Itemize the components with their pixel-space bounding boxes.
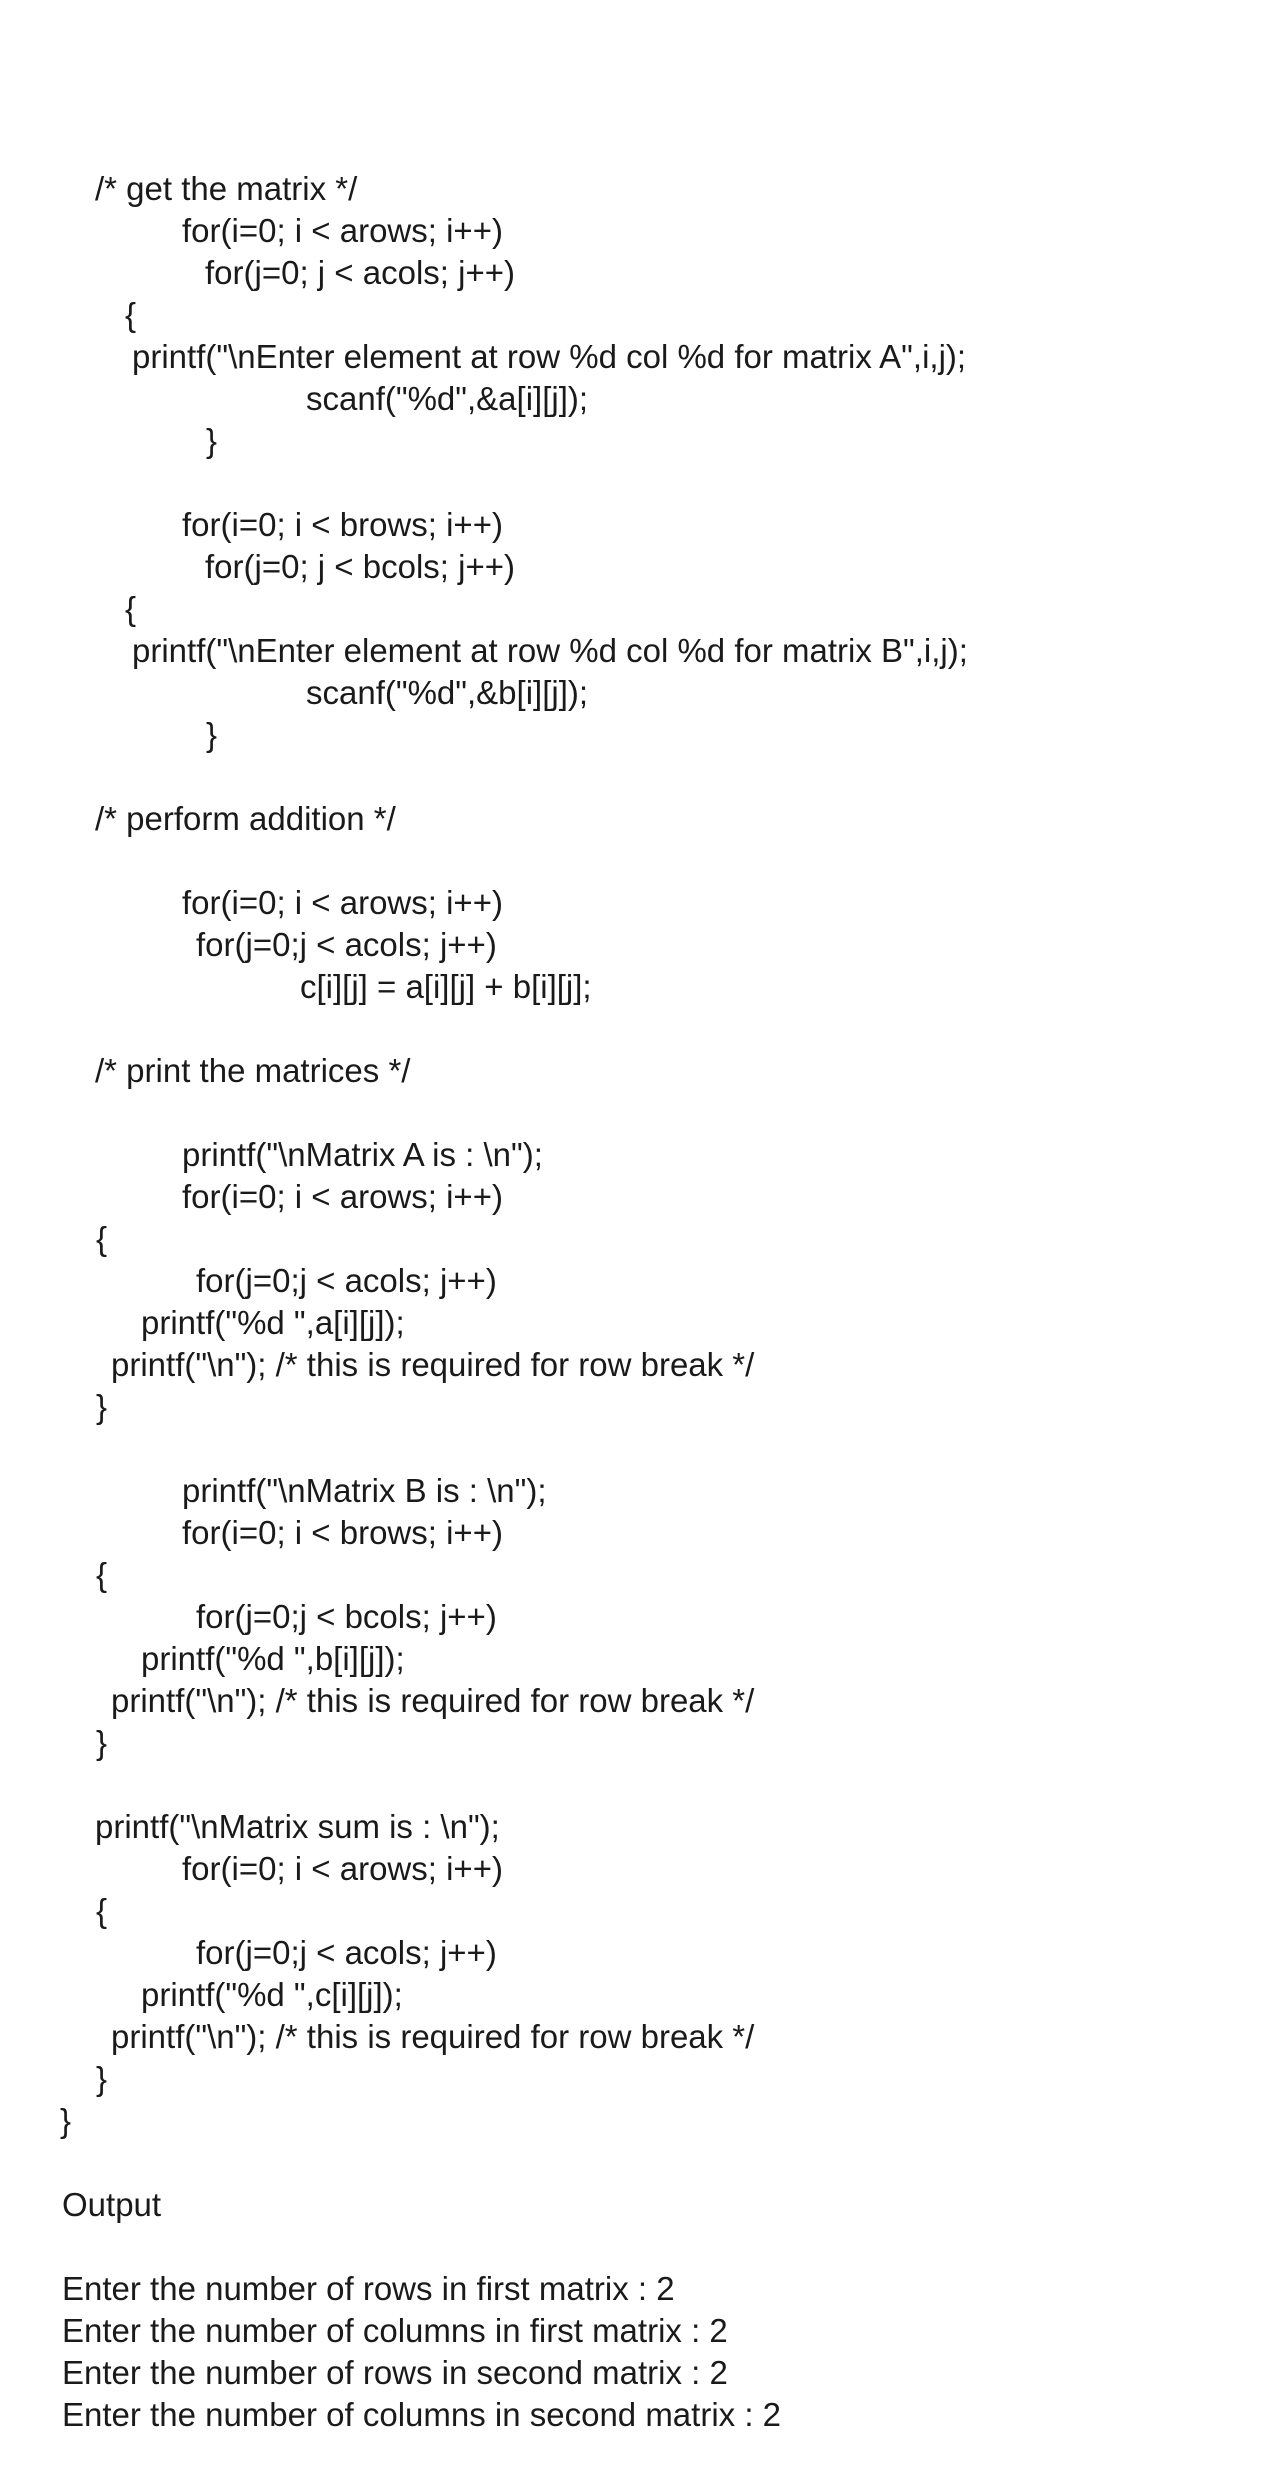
- code-line: for(i=0; i < arows; i++): [182, 212, 503, 249]
- output-line: Enter the number of rows in first matrix : 2: [62, 2270, 675, 2307]
- code-line: }: [96, 1724, 108, 1761]
- code-line: printf("\nEnter element at row %d col %d for matrix A",i,j);: [132, 338, 967, 375]
- code-line: for(i=0; i < brows; i++): [182, 506, 503, 543]
- code-line: /* perform addition */: [95, 800, 396, 837]
- code-line: {: [96, 1556, 108, 1593]
- code-line: printf("\nEnter element at row %d col %d for matrix B",i,j);: [132, 632, 968, 669]
- code-line: }: [206, 716, 218, 753]
- code-line: for(j=0;j < bcols; j++): [196, 1598, 497, 1635]
- code-line: printf("%d ",b[i][j]);: [141, 1640, 405, 1677]
- code-line: {: [125, 590, 137, 627]
- output-line: Enter the number of columns in second matrix : 2: [62, 2396, 782, 2433]
- code-line: }: [96, 2060, 108, 2097]
- code-line: for(j=0; j < acols; j++): [205, 254, 515, 291]
- code-line: for(i=0; i < arows; i++): [182, 884, 503, 921]
- output-heading: Output: [62, 2186, 162, 2223]
- code-line: for(j=0;j < acols; j++): [196, 926, 497, 963]
- code-line: /* get the matrix */: [95, 170, 358, 207]
- code-line: printf("%d ",a[i][j]);: [141, 1304, 405, 1341]
- code-line: }: [96, 1388, 108, 1425]
- code-line: for(i=0; i < arows; i++): [182, 1178, 503, 1215]
- code-line: }: [60, 2102, 72, 2139]
- code-line: for(i=0; i < brows; i++): [182, 1514, 503, 1551]
- code-line: printf("\n"); /* this is required for row break */: [111, 1346, 755, 1383]
- output-line: Enter the number of rows in second matrix : 2: [62, 2354, 728, 2391]
- code-line: for(j=0;j < acols; j++): [196, 1262, 497, 1299]
- code-line: printf("%d ",c[i][j]);: [141, 1976, 403, 2013]
- code-line: printf("\n"); /* this is required for row break */: [111, 2018, 755, 2055]
- code-line: for(j=0;j < acols; j++): [196, 1934, 497, 1971]
- code-line: printf("\nMatrix sum is : \n");: [95, 1808, 500, 1845]
- code-line: c[i][j] = a[i][j] + b[i][j];: [300, 968, 592, 1005]
- code-line: }: [206, 422, 218, 459]
- code-line: scanf("%d",&b[i][j]);: [306, 674, 589, 711]
- code-line: printf("\nMatrix A is : \n");: [182, 1136, 543, 1173]
- code-line: for(i=0; i < arows; i++): [182, 1850, 503, 1887]
- code-line: {: [96, 1892, 108, 1929]
- output-line: Enter the number of columns in first matrix : 2: [62, 2312, 728, 2349]
- code-line: printf("\n"); /* this is required for row break */: [111, 1682, 755, 1719]
- code-line: {: [96, 1220, 108, 1257]
- code-line: scanf("%d",&a[i][j]);: [306, 380, 589, 417]
- code-line: for(j=0; j < bcols; j++): [205, 548, 515, 585]
- code-line: {: [125, 296, 137, 333]
- code-line: /* print the matrices */: [95, 1052, 411, 1089]
- code-line: printf("\nMatrix B is : \n");: [182, 1472, 547, 1509]
